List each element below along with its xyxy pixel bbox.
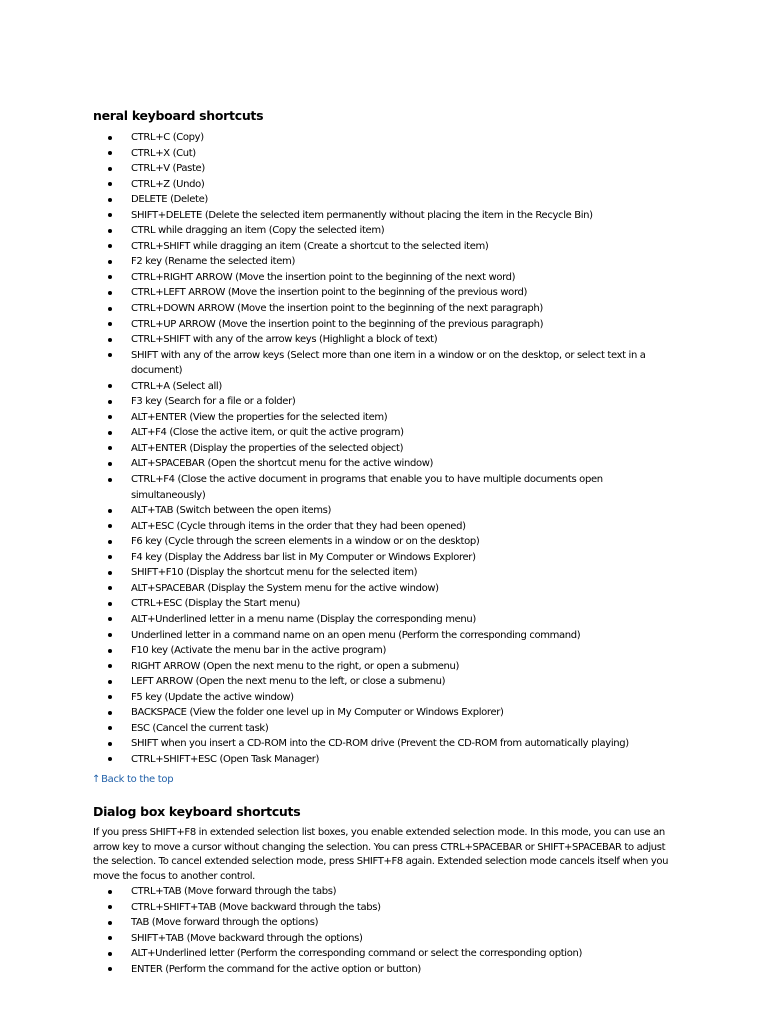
list-item: CTRL+A (Select all) bbox=[0, 379, 768, 395]
list-item: ALT+Underlined letter in a menu name (Display the corresponding menu) bbox=[0, 612, 768, 628]
list-item: CTRL+SHIFT+ESC (Open Task Manager) bbox=[0, 752, 768, 768]
list-item: ALT+ENTER (View the properties for the selected item) bbox=[0, 410, 768, 426]
list-item: SHIFT when you insert a CD-ROM into the CD-ROM drive (Prevent the CD-ROM from automatically playing) bbox=[0, 736, 768, 752]
list-item: SHIFT with any of the arrow keys (Select more than one item in a window or on the desktop, or select text in a document) bbox=[0, 348, 768, 379]
list-item: RIGHT ARROW (Open the next menu to the right, or open a submenu) bbox=[0, 659, 768, 675]
section-heading-dialog: Dialog box keyboard shortcuts bbox=[93, 804, 301, 819]
list-item: DELETE (Delete) bbox=[0, 192, 768, 208]
dialog-intro-paragraph: If you press SHIFT+F8 in extended selection list boxes, you enable extended selection mode. In this mode, you can use an arrow key to move a cursor without changing the selection. You can press CTRL+SPACEBAR or SHIFT+SPACEBAR to adjust the selection. To cancel extended selection mode, press SHIFT+F8 again. Extended selection mode cancels itself when you move the focus to another control. bbox=[93, 827, 669, 882]
list-item: CTRL+C (Copy) bbox=[0, 130, 768, 146]
list-item: ALT+SPACEBAR (Display the System menu for the active window) bbox=[0, 581, 768, 597]
list-item: CTRL+Z (Undo) bbox=[0, 177, 768, 193]
list-item: F2 key (Rename the selected item) bbox=[0, 254, 768, 270]
list-item: LEFT ARROW (Open the next menu to the left, or close a submenu) bbox=[0, 674, 768, 690]
list-item: CTRL+TAB (Move forward through the tabs) bbox=[0, 884, 768, 900]
list-item: ALT+SPACEBAR (Open the shortcut menu for the active window) bbox=[0, 456, 768, 472]
list-item: ALT+Underlined letter (Perform the corresponding command or select the corresponding option) bbox=[0, 946, 768, 962]
list-item: Underlined letter in a command name on an open menu (Perform the corresponding command) bbox=[0, 628, 768, 644]
list-item: SHIFT+TAB (Move backward through the options) bbox=[0, 931, 768, 947]
list-item: SHIFT+F10 (Display the shortcut menu for the selected item) bbox=[0, 565, 768, 581]
section-heading-general: neral keyboard shortcuts bbox=[93, 108, 264, 123]
back-to-top-link[interactable] bbox=[92, 774, 173, 785]
up-arrow-icon: ↑ bbox=[92, 774, 101, 785]
list-item: F6 key (Cycle through the screen elements in a window or on the desktop) bbox=[0, 534, 768, 550]
list-item: F3 key (Search for a file or a folder) bbox=[0, 394, 768, 410]
list-item: ENTER (Perform the command for the active option or button) bbox=[0, 962, 768, 978]
list-item: ALT+ENTER (Display the properties of the selected object) bbox=[0, 441, 768, 457]
list-item: F5 key (Update the active window) bbox=[0, 690, 768, 706]
list-item: CTRL+RIGHT ARROW (Move the insertion point to the beginning of the next word) bbox=[0, 270, 768, 286]
list-item: BACKSPACE (View the folder one level up in My Computer or Windows Explorer) bbox=[0, 705, 768, 721]
list-item: TAB (Move forward through the options) bbox=[0, 915, 768, 931]
list-item: ALT+ESC (Cycle through items in the order that they had been opened) bbox=[0, 519, 768, 535]
list-item: CTRL+LEFT ARROW (Move the insertion point to the beginning of the previous word) bbox=[0, 285, 768, 301]
list-item: CTRL+SHIFT while dragging an item (Create a shortcut to the selected item) bbox=[0, 239, 768, 255]
list-item: CTRL+X (Cut) bbox=[0, 146, 768, 162]
list-item: CTRL+UP ARROW (Move the insertion point to the beginning of the previous paragraph) bbox=[0, 317, 768, 333]
list-item: CTRL+V (Paste) bbox=[0, 161, 768, 177]
list-item: CTRL+ESC (Display the Start menu) bbox=[0, 596, 768, 612]
list-item: ALT+F4 (Close the active item, or quit the active program) bbox=[0, 425, 768, 441]
list-item: CTRL+SHIFT+TAB (Move backward through the tabs) bbox=[0, 900, 768, 916]
back-to-top-label: Back to the top bbox=[101, 774, 174, 785]
dialog-shortcuts-list bbox=[0, 884, 768, 977]
list-item: ESC (Cancel the current task) bbox=[0, 721, 768, 737]
list-item: CTRL while dragging an item (Copy the selected item) bbox=[0, 223, 768, 239]
list-item: CTRL+SHIFT with any of the arrow keys (Highlight a block of text) bbox=[0, 332, 768, 348]
list-item: ALT+TAB (Switch between the open items) bbox=[0, 503, 768, 519]
general-shortcuts-list bbox=[0, 130, 768, 767]
list-item: CTRL+DOWN ARROW (Move the insertion point to the beginning of the next paragraph) bbox=[0, 301, 768, 317]
list-item: F10 key (Activate the menu bar in the active program) bbox=[0, 643, 768, 659]
list-item: SHIFT+DELETE (Delete the selected item permanently without placing the item in the Recycle Bin) bbox=[0, 208, 768, 224]
list-item: F4 key (Display the Address bar list in My Computer or Windows Explorer) bbox=[0, 550, 768, 566]
list-item: CTRL+F4 (Close the active document in programs that enable you to have multiple documents open simultaneously) bbox=[0, 472, 768, 503]
